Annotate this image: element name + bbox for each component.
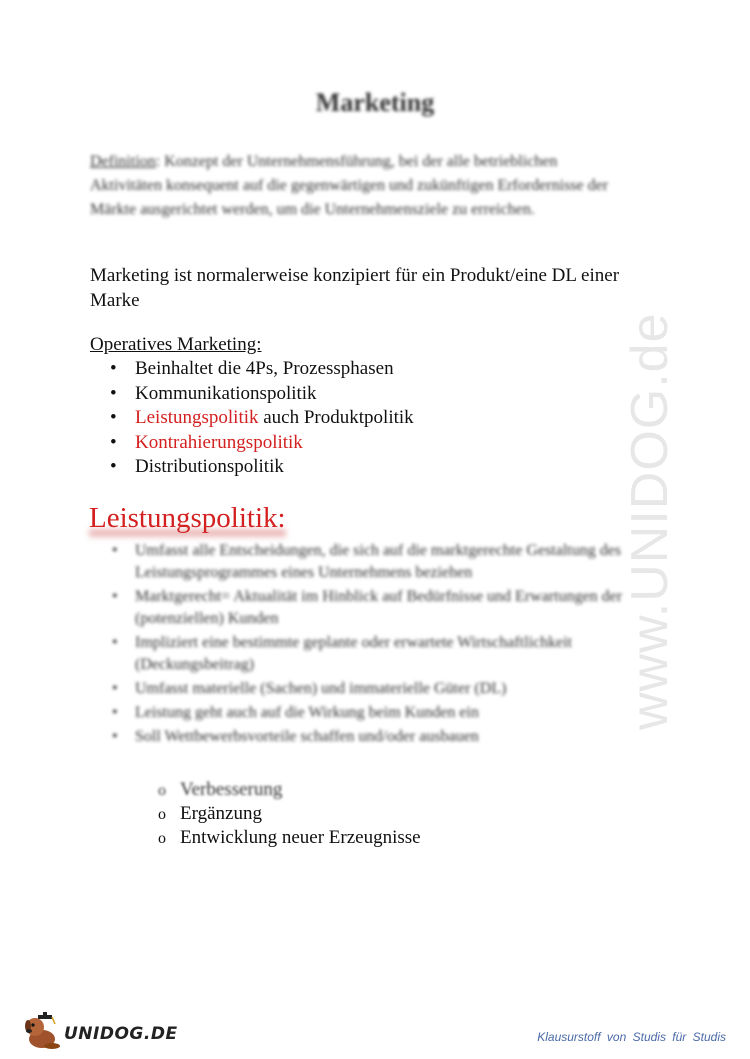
definition-label: Definition — [90, 153, 156, 170]
watermark: www.UNIDOG.de — [621, 312, 679, 730]
list-item: • Marktgerecht= Aktualität im Hinblick auf Bedürfnisse und Erwartungen der (potenziellen) Kunden — [90, 586, 650, 630]
operatives-list — [90, 357, 414, 480]
leistungspolitik-list — [90, 540, 650, 750]
list-item: • Leistung geht auch auf die Wirkung beim Kunden ein — [90, 702, 650, 724]
logo-text: UNIDOG.DE — [64, 1024, 178, 1044]
leistungspolitik-heading: Leistungspolitik: — [89, 502, 286, 534]
unidog-logo — [22, 1012, 178, 1052]
footer-tagline: Klausurstoff von Studis für Studis — [537, 1030, 726, 1044]
list-item — [90, 357, 414, 382]
page-title: Marketing — [315, 88, 435, 117]
list-item: • Umfasst alle Entscheidungen, die sich auf die marktgerechte Gestaltung des Leistungsprogrammes eines Unternehmens beziehen — [90, 540, 650, 584]
list-item — [90, 431, 414, 456]
dog-mascot-icon — [22, 1012, 64, 1052]
list-item: • Impliziert eine bestimmte geplante oder erwartete Wirtschaftlichkeit (Deckungsbeitrag) — [90, 632, 650, 676]
list-item-text: auch Produktpolitik — [258, 407, 414, 428]
leistungspolitik-sub-list — [158, 778, 421, 850]
list-item — [90, 455, 414, 480]
sub-list-item: o Verbesserung — [158, 778, 421, 802]
list-item-highlight: Leistungspolitik — [135, 407, 259, 428]
list-item: • Umfasst materielle (Sachen) und immaterielle Güter (DL) — [90, 678, 650, 700]
list-item — [90, 382, 414, 407]
list-item-highlight: Kontrahierungspolitik — [135, 431, 303, 453]
intro-paragraph: Marketing ist normalerweise konzipiert für ein Produkt/eine DL einer Marke — [90, 265, 620, 311]
list-item — [90, 406, 414, 431]
list-item: • Soll Wettbewerbsvorteile schaffen und/oder ausbauen — [90, 726, 650, 748]
list-item-text: Kommunikationspolitik — [135, 382, 317, 404]
definition-paragraph — [90, 150, 630, 222]
sub-list-item: o Ergänzung — [158, 802, 421, 826]
list-item-text: Beinhaltet die 4Ps, Prozessphasen — [135, 358, 394, 379]
sub-list-item: o Entwicklung neuer Erzeugnisse — [158, 826, 421, 850]
list-item-text: Distributionspolitik — [135, 456, 284, 477]
definition-text: : Konzept der Unternehmensführung, bei der alle betrieblichen Aktivitäten konsequent auf die gegenwärtigen und zukünftigen Erfordernisse der Märkte ausgerichtet werden, um die Unternehmensziele zu erreichen. — [90, 153, 609, 218]
operatives-heading: Operatives Marketing: — [90, 334, 262, 355]
